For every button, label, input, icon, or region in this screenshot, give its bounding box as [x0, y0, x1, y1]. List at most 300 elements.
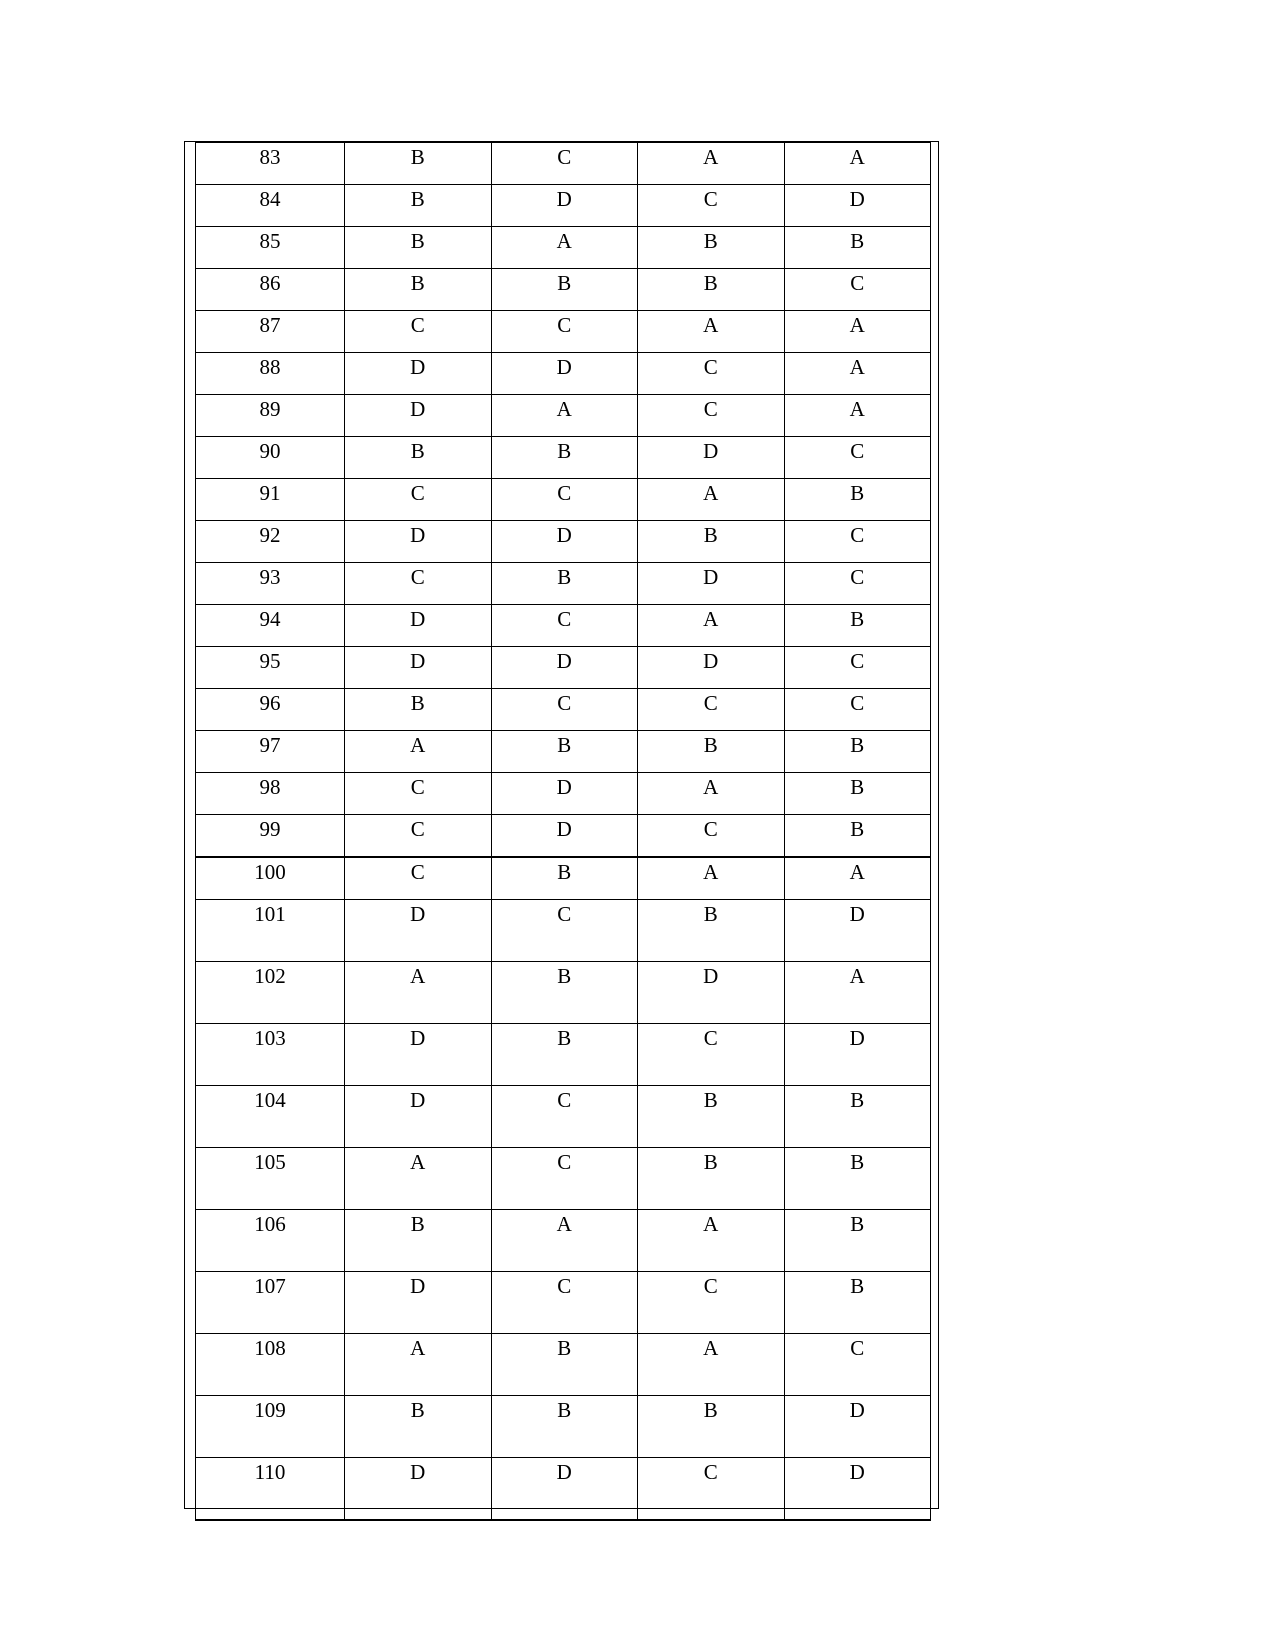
answer-key-table: [195, 142, 931, 1521]
answer-cell: [491, 773, 638, 815]
answer-letter: D: [556, 1460, 572, 1484]
answer-cell: [638, 962, 785, 1024]
answer-cell: [345, 1396, 492, 1458]
question-number-cell: [196, 269, 345, 311]
answer-letter: A: [849, 145, 865, 169]
answer-cell: [345, 395, 492, 437]
answer-letter: A: [703, 1212, 719, 1236]
question-number-cell: [196, 773, 345, 815]
answer-letter: B: [410, 145, 425, 169]
question-number: 109: [254, 1398, 286, 1422]
table-row: [196, 1272, 931, 1334]
answer-cell: [345, 311, 492, 353]
answer-cell: [784, 647, 931, 689]
question-number-cell: [196, 605, 345, 647]
table-row: [196, 689, 931, 731]
table-row: [196, 1210, 931, 1272]
answer-cell: [491, 311, 638, 353]
question-number: 100: [254, 860, 286, 884]
answer-letter: C: [703, 1460, 718, 1484]
table-row: [196, 1334, 931, 1396]
question-number-cell: [196, 1272, 345, 1334]
answer-cell: [784, 1024, 931, 1086]
answer-letter: B: [850, 1150, 865, 1174]
question-number-cell: [196, 479, 345, 521]
answer-letter: B: [850, 1212, 865, 1236]
answer-cell: [491, 962, 638, 1024]
table-row: [196, 1086, 931, 1148]
answer-cell: [491, 353, 638, 395]
answer-letter: D: [556, 523, 572, 547]
answer-letter: D: [849, 1026, 865, 1050]
answer-cell: [784, 689, 931, 731]
answer-cell: [345, 689, 492, 731]
answer-letter: B: [703, 271, 718, 295]
question-number-cell: [196, 815, 345, 858]
table-row: [196, 521, 931, 563]
answer-cell: [638, 437, 785, 479]
answer-letter: B: [557, 1398, 572, 1422]
answer-letter: D: [849, 1460, 865, 1484]
answer-letter: B: [850, 817, 865, 841]
answer-cell: [491, 563, 638, 605]
answer-letter: C: [850, 691, 865, 715]
answer-letter: B: [703, 733, 718, 757]
question-number-cell: [196, 143, 345, 185]
answer-cell: [784, 731, 931, 773]
answer-cell: [491, 1210, 638, 1272]
answer-letter: D: [703, 964, 719, 988]
answer-key-body: [196, 143, 931, 1521]
answer-letter: B: [850, 1274, 865, 1298]
answer-cell: [491, 1458, 638, 1521]
question-number: 101: [254, 902, 286, 926]
answer-cell: [345, 857, 492, 900]
answer-cell: [345, 1148, 492, 1210]
answer-cell: [345, 731, 492, 773]
table-row: [196, 815, 931, 858]
answer-cell: [784, 353, 931, 395]
answer-cell: [638, 521, 785, 563]
answer-letter: D: [849, 187, 865, 211]
answer-cell: [491, 143, 638, 185]
answer-letter: A: [410, 964, 426, 988]
answer-cell: [638, 731, 785, 773]
table-row: [196, 731, 931, 773]
answer-letter: B: [410, 1212, 425, 1236]
answer-cell: [638, 857, 785, 900]
answer-cell: [784, 1210, 931, 1272]
answer-letter: B: [703, 229, 718, 253]
answer-cell: [784, 437, 931, 479]
question-number: 96: [259, 691, 281, 715]
answer-letter: B: [703, 902, 718, 926]
answer-letter: A: [556, 1212, 572, 1236]
answer-letter: C: [703, 817, 718, 841]
table-row: [196, 647, 931, 689]
answer-letter: C: [703, 1026, 718, 1050]
answer-cell: [784, 1458, 931, 1521]
table-row: [196, 185, 931, 227]
table-row: [196, 857, 931, 900]
answer-letter: A: [703, 1336, 719, 1360]
answer-cell: [638, 1086, 785, 1148]
answer-letter: D: [410, 607, 426, 631]
answer-letter: B: [557, 964, 572, 988]
question-number: 83: [259, 145, 281, 169]
answer-letter: C: [703, 187, 718, 211]
answer-cell: [345, 269, 492, 311]
question-number-cell: [196, 185, 345, 227]
answer-cell: [784, 900, 931, 962]
answer-cell: [345, 815, 492, 858]
answer-cell: [638, 1024, 785, 1086]
answer-letter: C: [850, 439, 865, 463]
question-number-cell: [196, 647, 345, 689]
answer-cell: [345, 143, 492, 185]
question-number-cell: [196, 857, 345, 900]
answer-letter: C: [557, 691, 572, 715]
answer-letter: A: [849, 313, 865, 337]
answer-letter: A: [410, 1150, 426, 1174]
answer-letter: C: [850, 271, 865, 295]
answer-cell: [784, 815, 931, 858]
answer-letter: C: [703, 397, 718, 421]
answer-cell: [638, 353, 785, 395]
answer-cell: [784, 563, 931, 605]
answer-letter: A: [849, 860, 865, 884]
answer-cell: [491, 731, 638, 773]
answer-cell: [491, 479, 638, 521]
answer-cell: [784, 185, 931, 227]
question-number-cell: [196, 900, 345, 962]
answer-letter: C: [850, 565, 865, 589]
answer-letter: C: [703, 355, 718, 379]
answer-letter: C: [410, 775, 425, 799]
answer-cell: [491, 269, 638, 311]
answer-letter: D: [556, 649, 572, 673]
answer-cell: [638, 479, 785, 521]
answer-letter: C: [410, 481, 425, 505]
question-number: 84: [259, 187, 281, 211]
answer-cell: [491, 1334, 638, 1396]
answer-cell: [345, 563, 492, 605]
answer-letter: A: [703, 860, 719, 884]
answer-cell: [784, 143, 931, 185]
answer-cell: [784, 605, 931, 647]
answer-cell: [345, 479, 492, 521]
answer-letter: C: [410, 313, 425, 337]
answer-letter: D: [703, 565, 719, 589]
answer-letter: B: [410, 1398, 425, 1422]
answer-cell: [491, 1396, 638, 1458]
answer-cell: [638, 773, 785, 815]
question-number: 94: [259, 607, 281, 631]
answer-letter: A: [703, 145, 719, 169]
answer-letter: B: [703, 1398, 718, 1422]
answer-cell: [784, 521, 931, 563]
question-number: 87: [259, 313, 281, 337]
answer-cell: [638, 1458, 785, 1521]
answer-cell: [784, 1272, 931, 1334]
question-number-cell: [196, 1148, 345, 1210]
answer-cell: [345, 900, 492, 962]
question-number: 95: [259, 649, 281, 673]
answer-letter: B: [410, 187, 425, 211]
question-number-cell: [196, 227, 345, 269]
answer-letter: B: [703, 1150, 718, 1174]
answer-cell: [345, 521, 492, 563]
answer-letter: C: [557, 1088, 572, 1112]
answer-letter: B: [557, 565, 572, 589]
answer-cell: [638, 311, 785, 353]
answer-letter: D: [410, 902, 426, 926]
answer-letter: A: [703, 313, 719, 337]
answer-letter: C: [410, 565, 425, 589]
answer-cell: [491, 185, 638, 227]
answer-cell: [784, 857, 931, 900]
answer-cell: [345, 1210, 492, 1272]
question-number: 85: [259, 229, 281, 253]
answer-cell: [491, 1086, 638, 1148]
question-number-cell: [196, 689, 345, 731]
question-number: 105: [254, 1150, 286, 1174]
answer-letter: C: [850, 1336, 865, 1360]
question-number-cell: [196, 962, 345, 1024]
answer-cell: [491, 395, 638, 437]
answer-letter: C: [557, 902, 572, 926]
answer-letter: A: [849, 355, 865, 379]
answer-letter: D: [556, 817, 572, 841]
answer-letter: B: [850, 229, 865, 253]
answer-letter: B: [557, 1336, 572, 1360]
answer-cell: [491, 647, 638, 689]
question-number: 110: [254, 1460, 286, 1484]
question-number: 88: [259, 355, 281, 379]
question-number: 98: [259, 775, 281, 799]
answer-letter: B: [410, 271, 425, 295]
question-number: 91: [259, 481, 281, 505]
answer-letter: B: [557, 1026, 572, 1050]
answer-cell: [784, 1396, 931, 1458]
answer-cell: [784, 479, 931, 521]
answer-cell: [345, 773, 492, 815]
answer-cell: [345, 353, 492, 395]
table-row: [196, 437, 931, 479]
table-row: [196, 227, 931, 269]
question-number: 93: [259, 565, 281, 589]
answer-cell: [491, 815, 638, 858]
answer-letter: B: [557, 439, 572, 463]
question-number: 102: [254, 964, 286, 988]
question-number: 107: [254, 1274, 286, 1298]
question-number: 86: [259, 271, 281, 295]
table-row: [196, 962, 931, 1024]
answer-letter: D: [410, 1460, 426, 1484]
answer-letter: D: [410, 397, 426, 421]
table-row: [196, 353, 931, 395]
answer-cell: [638, 815, 785, 858]
answer-cell: [345, 1458, 492, 1521]
table-row: [196, 1024, 931, 1086]
table-row: [196, 311, 931, 353]
answer-cell: [638, 269, 785, 311]
answer-letter: B: [850, 481, 865, 505]
answer-letter: C: [557, 1150, 572, 1174]
answer-letter: C: [703, 1274, 718, 1298]
answer-cell: [345, 227, 492, 269]
answer-letter: C: [410, 817, 425, 841]
question-number-cell: [196, 521, 345, 563]
answer-letter: D: [703, 649, 719, 673]
question-number-cell: [196, 437, 345, 479]
answer-letter: B: [850, 1088, 865, 1112]
answer-cell: [638, 605, 785, 647]
answer-letter: C: [557, 145, 572, 169]
answer-cell: [345, 605, 492, 647]
question-number-cell: [196, 1086, 345, 1148]
answer-letter: C: [850, 649, 865, 673]
answer-cell: [638, 395, 785, 437]
answer-letter: B: [703, 523, 718, 547]
answer-cell: [784, 227, 931, 269]
answer-letter: B: [850, 607, 865, 631]
question-number: 97: [259, 733, 281, 757]
question-number: 92: [259, 523, 281, 547]
question-number-cell: [196, 1024, 345, 1086]
answer-cell: [784, 311, 931, 353]
table-row: [196, 900, 931, 962]
answer-cell: [638, 227, 785, 269]
table-row: [196, 1396, 931, 1458]
table-row: [196, 479, 931, 521]
answer-letter: B: [410, 691, 425, 715]
answer-cell: [345, 647, 492, 689]
question-number-cell: [196, 1210, 345, 1272]
answer-cell: [784, 1086, 931, 1148]
answer-letter: A: [410, 733, 426, 757]
answer-cell: [491, 227, 638, 269]
question-number: 99: [259, 817, 281, 841]
answer-cell: [638, 647, 785, 689]
answer-letter: D: [556, 187, 572, 211]
answer-letter: C: [850, 523, 865, 547]
answer-letter: D: [410, 1026, 426, 1050]
answer-cell: [491, 689, 638, 731]
table-row: [196, 773, 931, 815]
answer-cell: [638, 1334, 785, 1396]
answer-letter: A: [410, 1336, 426, 1360]
answer-cell: [638, 1148, 785, 1210]
question-number: 89: [259, 397, 281, 421]
table-row: [196, 1148, 931, 1210]
answer-letter: C: [557, 481, 572, 505]
question-number: 103: [254, 1026, 286, 1050]
answer-cell: [784, 395, 931, 437]
answer-cell: [345, 437, 492, 479]
table-row: [196, 1458, 931, 1521]
answer-cell: [638, 1272, 785, 1334]
answer-letter: D: [556, 355, 572, 379]
table-row: [196, 605, 931, 647]
question-number-cell: [196, 395, 345, 437]
answer-cell: [345, 1334, 492, 1396]
answer-cell: [491, 1148, 638, 1210]
question-number: 104: [254, 1088, 286, 1112]
answer-letter: C: [557, 1274, 572, 1298]
question-number: 90: [259, 439, 281, 463]
answer-letter: C: [410, 860, 425, 884]
answer-cell: [784, 962, 931, 1024]
answer-letter: C: [557, 313, 572, 337]
answer-cell: [784, 773, 931, 815]
answer-cell: [638, 689, 785, 731]
answer-letter: D: [703, 439, 719, 463]
question-number-cell: [196, 1396, 345, 1458]
answer-cell: [345, 1024, 492, 1086]
answer-letter: A: [703, 481, 719, 505]
answer-cell: [784, 1334, 931, 1396]
answer-cell: [491, 437, 638, 479]
answer-letter: A: [849, 397, 865, 421]
answer-cell: [491, 521, 638, 563]
answer-cell: [491, 900, 638, 962]
table-row: [196, 143, 931, 185]
answer-cell: [345, 962, 492, 1024]
answer-letter: B: [410, 229, 425, 253]
table-row: [196, 395, 931, 437]
answer-cell: [784, 1148, 931, 1210]
answer-letter: D: [849, 902, 865, 926]
question-number-cell: [196, 731, 345, 773]
question-number-cell: [196, 1334, 345, 1396]
table-row: [196, 563, 931, 605]
table-row: [196, 269, 931, 311]
answer-letter: B: [850, 775, 865, 799]
answer-letter: D: [849, 1398, 865, 1422]
question-number-cell: [196, 353, 345, 395]
answer-letter: D: [556, 775, 572, 799]
answer-letter: B: [557, 271, 572, 295]
answer-letter: A: [703, 607, 719, 631]
answer-letter: B: [850, 733, 865, 757]
answer-letter: B: [410, 439, 425, 463]
answer-cell: [491, 1024, 638, 1086]
answer-cell: [345, 1272, 492, 1334]
answer-cell: [784, 269, 931, 311]
answer-cell: [345, 185, 492, 227]
answer-cell: [638, 185, 785, 227]
answer-letter: A: [556, 229, 572, 253]
answer-cell: [491, 1272, 638, 1334]
answer-cell: [491, 605, 638, 647]
answer-letter: B: [703, 1088, 718, 1112]
answer-letter: B: [557, 733, 572, 757]
answer-letter: D: [410, 1274, 426, 1298]
answer-cell: [638, 563, 785, 605]
answer-letter: D: [410, 355, 426, 379]
answer-letter: D: [410, 649, 426, 673]
answer-letter: D: [410, 1088, 426, 1112]
answer-letter: C: [703, 691, 718, 715]
question-number: 106: [254, 1212, 286, 1236]
answer-cell: [491, 857, 638, 900]
answer-cell: [638, 1396, 785, 1458]
answer-letter: A: [849, 964, 865, 988]
answer-cell: [638, 1210, 785, 1272]
answer-letter: C: [557, 607, 572, 631]
answer-letter: B: [557, 860, 572, 884]
